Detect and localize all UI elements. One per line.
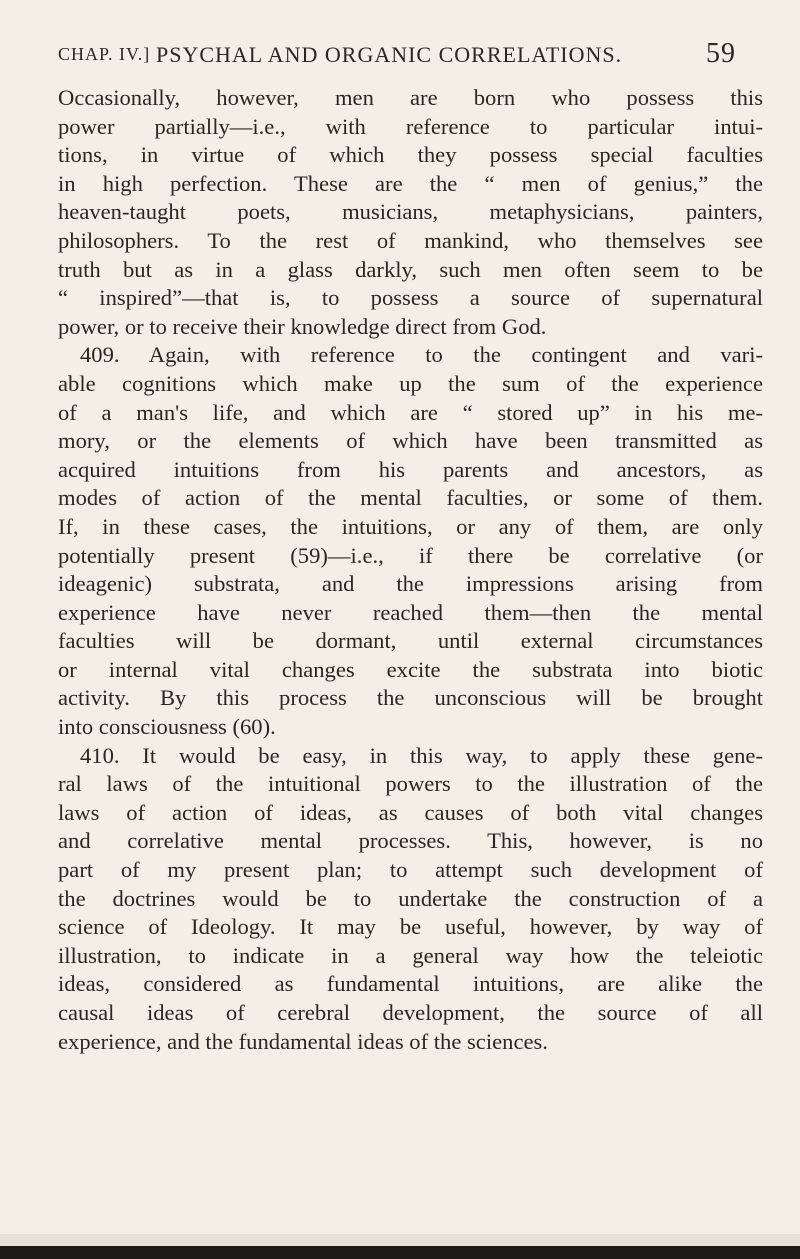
text-line: If, in these cases, the intuitions, or any of them, are only [58,513,763,539]
text-line: heaven-taught poets, musicians, metaphysicians, painters, [58,199,763,225]
paragraph-410-start: 410. It would be easy, in this way, to apply these gene- [80,742,763,768]
text-line: illustration, to indicate in a general way how the teleiotic [58,942,763,968]
text-line: power, or to receive their knowledge direct from God. [58,313,547,339]
text-line: experience, and the fundamental ideas of the sciences. [58,1028,548,1054]
text-line: experience have never reached them—then the mental [58,599,763,625]
text-line: causal ideas of cerebral development, the source of all [58,1000,763,1025]
text-line: philosophers. To the rest of mankind, who themselves see [58,227,763,253]
text-line: of a man's life, and which are “ stored up” in his me- [58,399,763,425]
text-line: into consciousness (60). [58,714,276,740]
text-line: the doctrines would be to undertake the construction of a [58,885,763,911]
paragraph-409-start: 409. Again, with reference to the contingent and vari- [80,342,763,368]
text-line: able cognitions which make up the sum of the experience [58,370,763,396]
text-line: part of my present plan; to attempt such development of [58,857,763,883]
running-title: PSYCHAL AND ORGANIC CORRELATIONS. [156,42,623,67]
text-line: in high perfection. These are the “ men of genius,” the [58,170,763,196]
text-line: and correlative mental processes. This, however, is no [58,828,763,854]
page-edge-shade [0,1234,800,1246]
text-line: laws of action of ideas, as causes of both vital changes [58,799,763,825]
text-line: activity. By this process the unconscious will be brought [58,685,763,711]
text-line: or internal vital changes excite the substrata into biotic [58,656,763,682]
text-line: tions, in virtue of which they possess special faculties [58,142,763,168]
text-line: potentially present (59)—i.e., if there be correlative (or [58,542,763,568]
text-line: ideas, considered as fundamental intuitions, are alike the [58,971,763,997]
text-line: ideagenic) substrata, and the impressions arising from [58,571,763,597]
text-line: mory, or the elements of which have been transmitted as [58,428,763,454]
body-text [58,84,763,1056]
text-line: ral laws of the intuitional powers to the illustration of the [58,771,763,797]
chapter-label: CHAP. IV.] [58,44,151,64]
text-line: acquired intuitions from his parents and ancestors, as [58,456,763,482]
scan-bottom-border [0,1246,800,1259]
text-line: science of Ideology. It may be useful, however, by way of [58,914,763,940]
page-number: 59 [706,38,736,69]
text-line: power partially—i.e., with reference to particular intui- [58,113,763,139]
text-line: truth but as in a glass darkly, such men often seem to be [58,256,763,282]
text-line: faculties will be dormant, until external circumstances [58,628,763,654]
text-line: “ inspired”—that is, to possess a source of supernatural [58,285,763,311]
text-line: modes of action of the mental faculties, or some of them. [58,485,763,511]
running-head [58,38,768,80]
text-line: Occasionally, however, men are born who possess this [58,85,763,110]
